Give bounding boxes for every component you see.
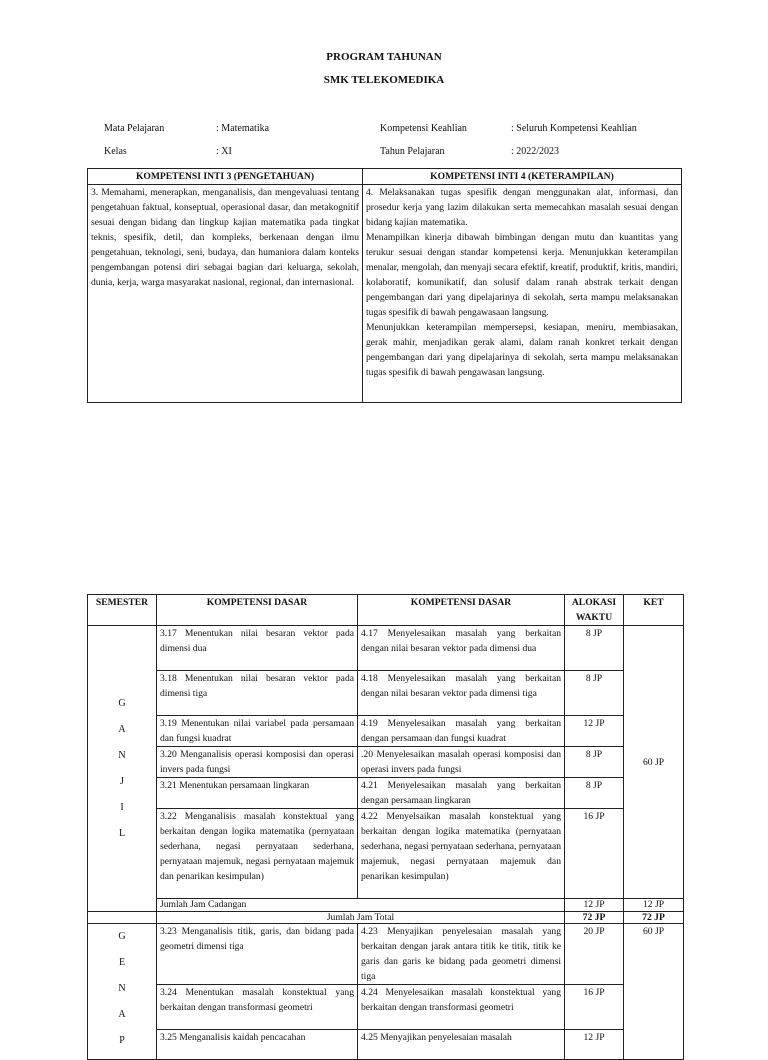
keahlian-label: Kompetensi Keahlian — [380, 123, 467, 134]
semester-letter: G — [118, 931, 126, 942]
kd4-cell: 4.17 Menyelesaikan masalah yang berkaitan dengan nilai besaran vektor pada dimensi dua — [358, 626, 565, 671]
ki4-cell — [363, 185, 682, 403]
ki4-paragraph-2: Menampilkan kinerja dibawah bimbingan dengan mutu dan kuantitas yang terukur sesuai dengan standar kompetensi kerja. Menunjukkan keterampilan menalar, mengolah, dan menyaji secara efektif, kreatif, produktif, kritis, mandiri, kolaboratif, komunikatif, dan solusif dalam ranah abstrak terkait dengan pengembangan dari yang dipelajarinya di sekolah, serta mampu melaksanakan tugas spesifik di bawah pengawasaan langsung. — [366, 232, 678, 318]
jp-cell: 20 JP — [565, 924, 624, 985]
tahun-value: : 2022/2023 — [511, 146, 560, 157]
jp-cell: 8 JP — [565, 778, 624, 809]
kd4-cell: 4.21 Menyelesaikan masalah yang berkaitan dengan persamaan lingkaran — [358, 778, 565, 809]
jp-cell: 16 JP — [565, 985, 624, 1030]
table-row — [88, 747, 684, 778]
kd4-cell: .20 Menyelesaikan masalah operasi komposisi dan operasi invers pada fungsi — [358, 747, 565, 778]
semester-genap — [88, 924, 157, 1060]
semester-letter: N — [118, 749, 126, 761]
table-row — [88, 626, 684, 671]
cadangan-label: Jumlah Jam Cadangan — [157, 899, 565, 912]
table-row — [88, 912, 684, 924]
kd4-cell: 4.18 Menyelesaikan masalah yang berkaitan dengan nilai besaran vektor pada dimensi tiga — [358, 671, 565, 716]
ki4-paragraph-3: Menunjukkan keterampilan mempersepsi, kesiapan, meniru, membiasakan, gerak mahir, menjadikan gerak alami, dalam ranah konkret terkait dengan pengembangan dari yang dipelajarinya di sekolah, serta mampu melaksanakan tugas spesifik di bawah pengawasan langsung. — [366, 322, 678, 378]
semester-letter: I — [120, 801, 124, 813]
semester-header: SEMESTER — [88, 595, 157, 626]
total-jp: 72 JP — [565, 912, 624, 924]
table-row — [88, 778, 684, 809]
table-row — [88, 899, 684, 912]
kd4-cell: 4.24 Menyelesaikan masalah konstektual yang berkaitan dengan transformasi geometri — [358, 985, 565, 1030]
cadangan-jp: 12 JP — [565, 899, 624, 912]
semester-letter: A — [118, 1009, 126, 1020]
kd3-cell: 3.23 Menganalisis titik, garis, dan bidang pada geometri dimensi tiga — [157, 924, 358, 985]
kd4-cell: 4.25 Menyajikan penyelesaian masalah — [358, 1030, 565, 1060]
kompetensi-inti-table — [87, 168, 682, 403]
kd4-cell: 4.19 Menyelesaikan masalah yang berkaitan dengan persamaan dan fungsi kuadrat — [358, 716, 565, 747]
ki3-text: 3. Memahami, menerapkan, menganalisis, dan mengevaluasi tentang pengetahuan faktual, konseptual, operasional dasar, dan metakognitif sesuai dengan bidang dan lingkup kajian matematika pada tingkat teknis, spesifik, detil, dan kompleks, berkenaan dengan ilmu pengetahuan, teknologi, seni, budaya, dan humaniora dalam konteks pengembangan potensi diri sebagai bagian dari keluarga, sekolah, dunia, kerja, warga masyarakat nasional, regional, dan internasional. — [88, 185, 363, 403]
kd3-header: KOMPETENSI DASAR — [157, 595, 358, 626]
kd3-cell: 3.20 Menganalisis operasi komposisi dan operasi invers pada fungsi — [157, 747, 358, 778]
semester-letter: L — [118, 827, 126, 839]
semester-letter: J — [120, 775, 124, 787]
total-label: Jumlah Jam Total — [157, 912, 565, 924]
kd3-cell: 3.25 Menganalisis kaidah pencacahan — [157, 1030, 358, 1060]
kd4-cell: 4.23 Menyajikan penyelesaian masalah yang berkaitan dengan jarak antara titik ke titik, titik ke garis dan garis ke bidang pada geometri dimensi tiga — [358, 924, 565, 985]
kd4-cell: 4.22 Menyelsaikan masalah konstektual yang berkaitan dengan logika matematika (pernyataan sederhana, negasi pernyataan sederhana, pernyataan majemuk, negasi pernyataan majemuk dan penarikan kesimpulan) — [358, 809, 565, 899]
table-row — [88, 809, 684, 899]
kd3-cell: 3.18 Menentukan nilai besaran vektor pada dimensi tiga — [157, 671, 358, 716]
semester-letter: N — [118, 983, 126, 994]
ki4-header: KOMPETENSI INTI 4 (KETERAMPILAN) — [363, 169, 682, 185]
kd3-cell: 3.24 Menentukan masalah konstektual yang berkaitan dengan transformasi geometri — [157, 985, 358, 1030]
jp-cell: 8 JP — [565, 626, 624, 671]
kelas-value: : XI — [216, 146, 232, 157]
jp-cell: 8 JP — [565, 747, 624, 778]
semester-letter: P — [119, 1035, 125, 1046]
semester-letter: G — [118, 697, 126, 709]
jp-cell: 16 JP — [565, 809, 624, 899]
alokasi-header: ALOKASI WAKTU — [565, 595, 624, 626]
school-name: SMK TELEKOMEDIKA — [323, 74, 445, 86]
semester-letter: E — [118, 957, 126, 968]
jp-cell: 12 JP — [565, 1030, 624, 1060]
kd3-cell: 3.17 Menentukan nilai besaran vektor pada dimensi dua — [157, 626, 358, 671]
ganjil-ket: 60 JP — [624, 626, 684, 899]
genap-ket: 60 JP — [624, 924, 684, 1060]
jp-cell: 8 JP — [565, 671, 624, 716]
keahlian-value: : Seluruh Kompetensi Keahlian — [511, 123, 637, 134]
ket-header: KET — [624, 595, 684, 626]
table-row — [88, 716, 684, 747]
total-ket: 72 JP — [624, 912, 684, 924]
kelas-label: Kelas — [104, 146, 127, 157]
tahun-label: Tahun Pelajaran — [380, 146, 445, 157]
kd3-cell: 3.21 Menentukan persamaan lingkaran — [157, 778, 358, 809]
table-row — [88, 985, 684, 1030]
table-row — [88, 1030, 684, 1060]
cadangan-ket: 12 JP — [624, 899, 684, 912]
semester-letter: A — [118, 723, 126, 735]
document-title: PROGRAM TAHUNAN — [326, 51, 442, 63]
table-row — [88, 924, 684, 985]
kd3-cell: 3.19 Menentukan nilai variabel pada persamaan dan fungsi kuadrat — [157, 716, 358, 747]
kd3-cell: 3.22 Menganalisis masalah konstektual yang berkaitan dengan logika matematika (pernyataan sederhana, negasi pernyataan sederhana, pernyataan majemuk, negasi pernyataan majemuk dan penarikan kesimpulan) — [157, 809, 358, 899]
semester-ganjil — [88, 626, 157, 912]
mapel-label: Mata Pelajaran — [104, 123, 165, 134]
table-row — [88, 671, 684, 716]
ki3-header: KOMPETENSI INTI 3 (PENGETAHUAN) — [88, 169, 363, 185]
ki4-paragraph-1: 4. Melaksanakan tugas spesifik dengan menggunakan alat, informasi, dan prosedur kerja yang lazim dilakukan serta memecahkan masalah sesuai dengan bidang kajian matematika. — [366, 187, 678, 228]
prota-table — [87, 594, 684, 1060]
kd4-header: KOMPETENSI DASAR — [358, 595, 565, 626]
jp-cell: 12 JP — [565, 716, 624, 747]
mapel-value: : Matematika — [216, 123, 270, 134]
